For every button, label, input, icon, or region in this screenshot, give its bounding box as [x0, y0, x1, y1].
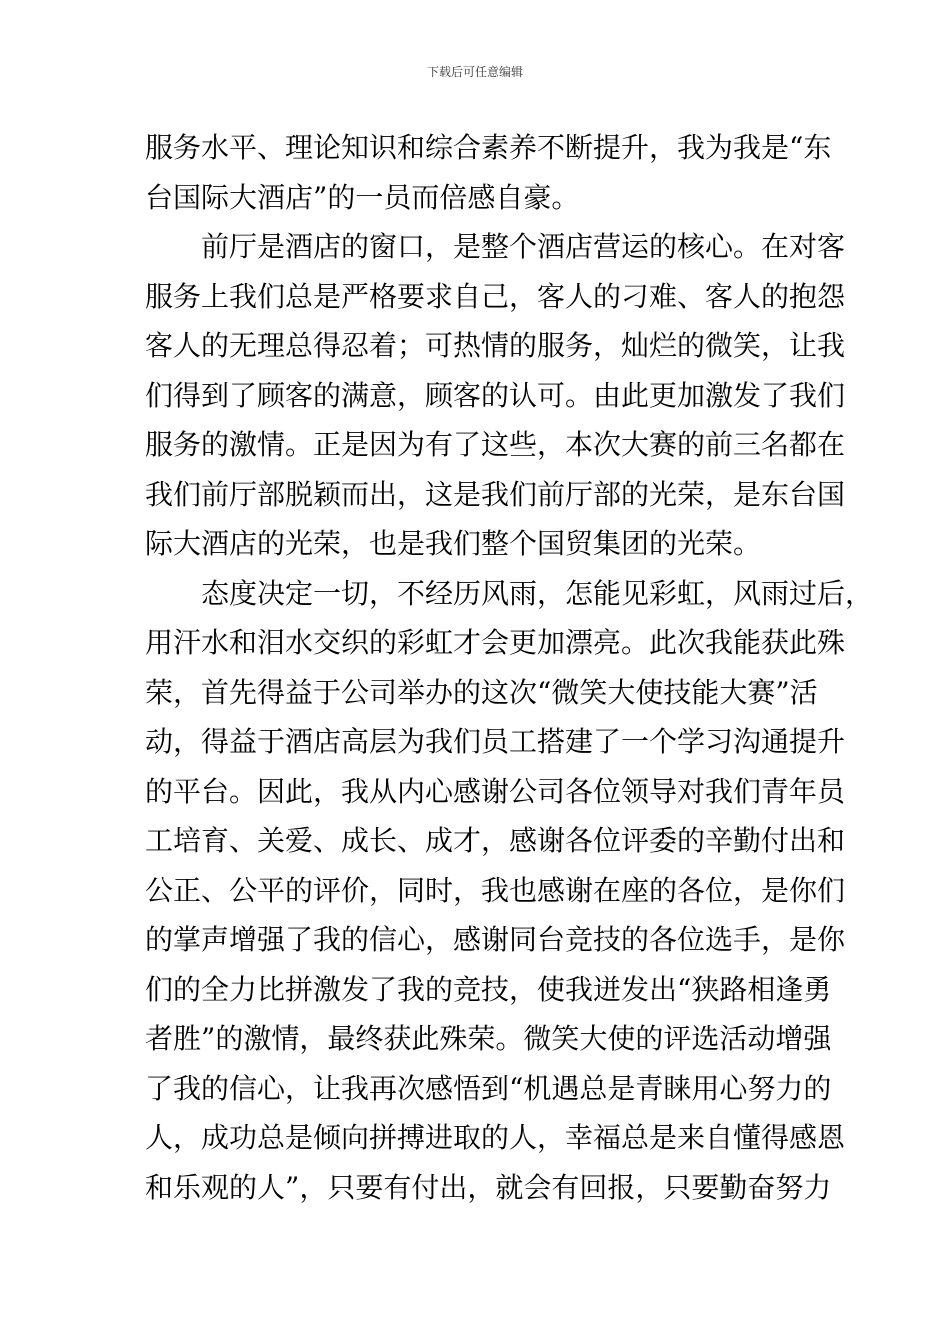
text-line: 台国际大酒店”的一员而倍感自豪。: [145, 180, 580, 214]
text-line: 荣，首先得益于公司举办的这次“微笑大使技能大赛”活: [145, 675, 818, 709]
text-line: 的平台。因此，我从内心感谢公司各位领导对我们青年员: [145, 774, 846, 808]
page-header: 下载后可任意编辑: [426, 65, 523, 79]
text-line: 服务上我们总是严格要求自己，客人的刁难、客人的抱怨: [145, 279, 846, 313]
document-body: [145, 128, 874, 1217]
text-line: 和乐观的人”，只要有付出，就会有回报，只要勤奋努力: [145, 1170, 832, 1204]
text-line: 动，得益于酒店高层为我们员工搭建了一个学习沟通提升: [145, 725, 846, 758]
text-line: 前厅是酒店的窗口，是整个酒店营运的核心。在对客: [145, 230, 846, 263]
text-line: 服务的激情。正是因为有了这些，本次大赛的前三名都在: [145, 428, 846, 461]
text-line: 了我的信心，让我再次感悟到“机遇总是青睐用心努力的: [145, 1071, 832, 1105]
text-line: 人，成功总是倾向拼搏进取的人，幸福总是来自懂得感恩: [145, 1121, 846, 1154]
text-line: 的掌声增强了我的信心，感谢同台竞技的各位选手，是你: [145, 923, 846, 956]
text-line: 们得到了顾客的满意，顾客的认可。由此更加激发了我们: [145, 378, 846, 412]
text-line: 公正、公平的评价，同时，我也感谢在座的各位，是你们: [145, 873, 846, 907]
text-line: 服务水平、理论知识和综合素养不断提升，我为我是“东: [145, 131, 832, 164]
text-line: 用汗水和泪水交织的彩虹才会更加漂亮。此次我能获此殊: [145, 626, 846, 659]
text-line: 际大酒店的光荣，也是我们整个国贸集团的光荣。: [145, 527, 762, 560]
text-line: 客人的无理总得忍着；可热情的服务，灿烂的微笑，让我: [145, 329, 846, 362]
text-line: 们的全力比拼激发了我的竞技，使我迸发出“狭路相逢勇: [145, 972, 832, 1006]
text-line: 我们前厅部脱颖而出，这是我们前厅部的光荣，是东台国: [145, 477, 846, 511]
text-line: 工培育、关爱、成长、成才，感谢各位评委的辛勤付出和: [145, 824, 846, 857]
text-line: 者胜”的激情，最终获此殊荣。微笑大使的评选活动增强: [145, 1022, 832, 1055]
text-line: 态度决定一切，不经历风雨，怎能见彩虹，风雨过后，: [145, 576, 874, 610]
